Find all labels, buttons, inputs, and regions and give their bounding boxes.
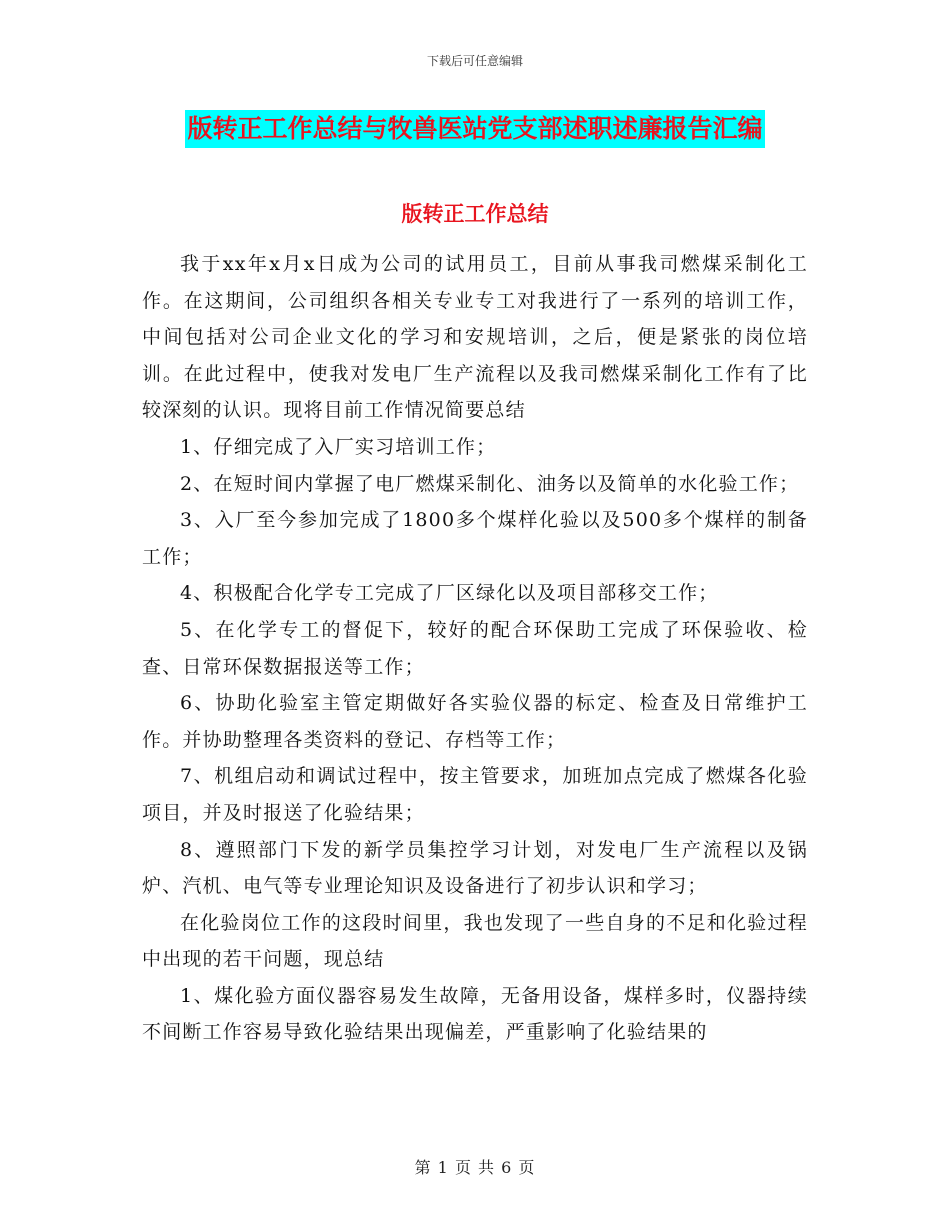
document-body [142,246,808,1051]
page-header-note: 下载后可任意编辑 [426,54,523,68]
body-paragraph: 1、仔细完成了入厂实习培训工作； [180,435,497,458]
body-paragraph: 我于xx年x月x日成为公司的试用员工，目前从事我司燃煤采制化工作。在这期间，公司组织各相关专业专工对我进行了一系列的培训工作，中间包括对公司企业文化的学习和安规培训，之后，便是紧张的岗位培训。在此过程中，使我对发电厂生产流程以及我司燃煤采制化工作有了比较深刻的认识。现将目前工作情况简要总结 [142,253,808,422]
body-paragraph: 5、在化学专工的督促下，较好的配合环保助工完成了环保验收、检查、日常环保数据报送等工作； [142,618,808,678]
body-paragraph: 2、在短时间内掌握了电厂燃煤采制化、油务以及简单的水化验工作； [180,472,800,495]
body-paragraph: 1、煤化验方面仪器容易发生故障，无备用设备，煤样多时，仪器持续不间断工作容易导致化验结果出现偏差，严重影响了化验结果的 [142,984,808,1044]
page-number: 第 1 页 共 6 页 [414,1158,536,1177]
body-paragraph: 在化验岗位工作的这段时间里，我也发现了一些自身的不足和化验过程中出现的若干问题，现总结 [142,911,808,971]
section-title: 版转正工作总结 [401,201,549,226]
body-paragraph: 7、机组启动和调试过程中，按主管要求，加班加点完成了燃煤各化验项目，并及时报送了化验结果； [142,765,808,824]
main-title-container [0,110,950,148]
body-paragraph: 3、入厂至今参加完成了1800多个煤样化验以及500多个煤样的制备工作； [142,509,808,568]
body-paragraph: 6、协助化验室主管定期做好各实验仪器的标定、检查及日常维护工作。并协助整理各类资料的登记、存档等工作； [142,692,808,751]
main-title: 版转正工作总结与牧兽医站党支部述职述廉报告汇编 [185,110,764,148]
body-paragraph: 4、积极配合化学专工完成了厂区绿化以及项目部移交工作； [180,582,719,605]
body-paragraph: 8、遵照部门下发的新学员集控学习计划，对发电厂生产流程以及锅炉、汽机、电气等专业理论知识及设备进行了初步认识和学习； [142,838,808,898]
